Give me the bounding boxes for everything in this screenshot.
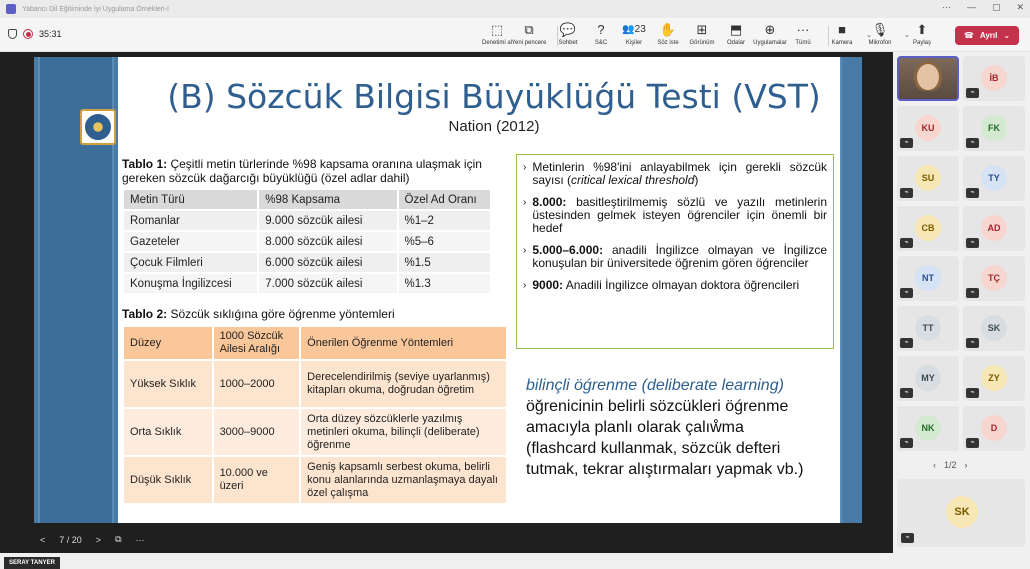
column-header: Özel Ad Oranı xyxy=(398,189,492,210)
slide-title: (B) Sözcük Bilgisi Büyüklüǵü Testi (VST) xyxy=(167,77,821,116)
avatar: KU xyxy=(915,115,941,141)
shield-icon xyxy=(8,29,17,39)
soz-icon: ✋ xyxy=(659,22,677,37)
toolbar-button-label: Paylaş xyxy=(912,40,931,46)
participant-tile[interactable] xyxy=(963,206,1025,251)
toolbar-button-label: Kamera xyxy=(831,40,853,46)
avatar: SU xyxy=(915,165,941,191)
gallery-pager xyxy=(933,460,968,470)
mic-off-icon: ⌁ xyxy=(966,238,979,248)
mic-off-icon: ⌁ xyxy=(966,388,979,398)
title-bar xyxy=(0,0,1030,18)
table-row xyxy=(123,360,507,408)
toolbar-button-label: Kişiler xyxy=(625,40,643,46)
next-slide-button[interactable]: > xyxy=(95,534,102,545)
presentation-slide xyxy=(34,57,862,523)
avatar: CB xyxy=(915,215,941,241)
participant-tile[interactable] xyxy=(897,106,959,151)
table-cell: 10.000 ve üzeri xyxy=(213,456,301,504)
participant-tile-large[interactable] xyxy=(897,479,1025,547)
bullet-text: Metinlerin %98'ini anlayabilmek için gerekli sözcük sayısı (critical lexical threshold) xyxy=(532,160,827,187)
university-logo-icon xyxy=(80,109,116,145)
kamera-icon: ■ xyxy=(838,22,846,37)
toolbar-button-sohbet[interactable] xyxy=(550,22,586,46)
slide-subtitle: Nation (2012) xyxy=(448,118,540,135)
toolbar-button-denetim[interactable] xyxy=(479,22,515,46)
meeting-timer: 35:31 xyxy=(39,29,62,39)
teams-icon xyxy=(6,4,16,14)
toolbar-divider xyxy=(557,26,558,46)
column-header: %98 Kapsama xyxy=(258,189,397,210)
toolbar-button-kisiler[interactable] xyxy=(616,22,652,46)
slide-navigation-bar xyxy=(0,526,893,553)
avatar: SK xyxy=(981,315,1007,341)
chevron-down-icon: ⌄ xyxy=(1003,31,1011,40)
participant-tile[interactable] xyxy=(897,256,959,301)
recording-icon xyxy=(23,29,33,39)
mic-off-icon: ⌁ xyxy=(900,138,913,148)
participant-tile[interactable] xyxy=(897,406,959,451)
toolbar-button-uyg[interactable] xyxy=(752,22,788,46)
avatar: SK xyxy=(946,496,978,528)
avatar: TT xyxy=(915,315,941,341)
participant-tile[interactable] xyxy=(897,306,959,351)
bullet-arrow-icon: › xyxy=(523,197,527,208)
table1-caption xyxy=(122,157,522,185)
toolbar-button-pencere[interactable] xyxy=(511,22,547,46)
more-icon[interactable]: ··· xyxy=(941,2,951,12)
slide-grid-icon[interactable]: ⧉ xyxy=(115,534,122,544)
bullet-text: 5.000–6.000: anadili İngilizce olmayan ve İngilizce konuşulan bir üniversitede öğrenim gören öǵrenciler xyxy=(532,243,827,270)
participant-tile[interactable] xyxy=(963,356,1025,401)
gallery-page-indicator: 1/2 xyxy=(944,460,957,470)
sc-icon: ? xyxy=(597,22,605,37)
toolbar-button-gorunum[interactable] xyxy=(684,22,720,46)
bullet-text: 9000: Anadili İngilizce olmayan doktora öğrencileri xyxy=(532,278,800,292)
column-header: 1000 Sözcük Ailesi Aralığı xyxy=(213,326,301,360)
pencere-icon: ⧉ xyxy=(524,22,534,37)
toolbar-button-label: Sohbet xyxy=(558,40,578,46)
mic-off-icon: ⌁ xyxy=(966,438,979,448)
uyg-icon: ⊕ xyxy=(764,22,776,37)
table-cell: Geniş kapsamlı serbest okuma, belirli konu alanlarında uzmanlaşmaya dayalı özel çalışma xyxy=(300,456,507,504)
avatar: FK xyxy=(981,115,1007,141)
mic-off-icon: ⌁ xyxy=(900,388,913,398)
gorunum-icon: ⊞ xyxy=(696,22,708,37)
window-controls xyxy=(942,2,1024,13)
window-title: Yabancı Dil Eğitiminde İyi Uygulama Örnekleri-I xyxy=(22,5,169,13)
participant-tile[interactable] xyxy=(963,56,1025,101)
mic-options-icon[interactable]: ⌄ xyxy=(904,32,910,39)
coverage-table xyxy=(122,188,492,295)
paylas-icon: ⬆ xyxy=(916,22,928,37)
toolbar-button-soz[interactable] xyxy=(650,22,686,46)
column-header: Önerilen Öğrenme Yöntemleri xyxy=(300,326,507,360)
mic-off-icon: ⌁ xyxy=(966,288,979,298)
avatar: MY xyxy=(915,365,941,391)
person-face xyxy=(917,64,939,90)
participant-tile[interactable] xyxy=(897,356,959,401)
table-row xyxy=(123,273,491,294)
toolbar-button-odalar[interactable] xyxy=(718,22,754,46)
table-cell: Orta düzey sözcüklerle yazılmış metinleri okuma, bilinçli (deliberate) öğrenme xyxy=(300,408,507,456)
phone-icon: ☎ xyxy=(963,31,974,40)
toolbar-button-tumu[interactable] xyxy=(785,22,821,46)
toolbar-button-kamera[interactable] xyxy=(824,22,860,46)
bullet-item xyxy=(523,279,827,292)
table-row xyxy=(123,408,507,456)
mic-off-icon: ⌁ xyxy=(966,338,979,348)
toolbar-button-label: Tümü xyxy=(795,40,811,46)
table-row xyxy=(123,252,491,273)
leave-button[interactable] xyxy=(955,26,1019,45)
minimize-icon[interactable]: — xyxy=(966,2,976,12)
bullet-item xyxy=(523,196,827,235)
table-cell: Konuşma İngilizcesi xyxy=(123,273,258,294)
presenter-name-tag: SERAY TANYER xyxy=(4,551,60,569)
participant-gallery xyxy=(893,52,1030,553)
mic-off-icon: ⌁ xyxy=(900,438,913,448)
table-row xyxy=(123,231,491,252)
bullet-item xyxy=(523,244,827,270)
slide-page-indicator: 7 / 20 xyxy=(59,534,82,545)
avatar: TÇ xyxy=(981,265,1007,291)
toolbar-button-label: S&C xyxy=(594,40,608,46)
table-cell: Yüksek Sıklık xyxy=(123,360,213,408)
close-icon[interactable]: ✕ xyxy=(1016,2,1024,12)
table-cell: %5–6 xyxy=(398,231,492,252)
tumu-icon: ··· xyxy=(796,22,810,37)
mic-off-icon: ⌁ xyxy=(901,533,914,543)
participant-tile[interactable] xyxy=(963,306,1025,351)
table-row xyxy=(123,210,491,231)
participant-tile[interactable] xyxy=(897,156,959,201)
maximize-icon[interactable]: ▢ xyxy=(991,2,1001,12)
odalar-icon: ⬒ xyxy=(729,22,743,37)
avatar: NK xyxy=(915,415,941,441)
table2-caption: Tablo 2: Sözcük sıklıǵına göre öǵrenme yöntemleri xyxy=(122,307,395,321)
participant-tile[interactable] xyxy=(963,256,1025,301)
table-cell: 3000–9000 xyxy=(213,408,301,456)
avatar: TY xyxy=(981,165,1007,191)
frequency-methods-table xyxy=(122,325,508,505)
table-cell: %1.5 xyxy=(398,252,492,273)
column-header: Düzey xyxy=(123,326,213,360)
avatar: D xyxy=(981,415,1007,441)
table-cell: Gazeteler xyxy=(123,231,258,252)
toolbar-button-sc[interactable] xyxy=(583,22,619,46)
table-cell: 8.000 sözcük ailesi xyxy=(258,231,397,252)
bullet-arrow-icon: › xyxy=(523,162,527,173)
table-cell: 1000–2000 xyxy=(213,360,301,408)
table1-caption-label: Tablo 1: xyxy=(122,157,168,171)
participant-tile[interactable] xyxy=(897,206,959,251)
mic-off-icon: ⌁ xyxy=(966,138,979,148)
table-cell: Romanlar xyxy=(123,210,258,231)
toolbar-divider xyxy=(828,26,829,46)
participant-tile[interactable] xyxy=(963,106,1025,151)
mic-off-icon: ⌁ xyxy=(966,188,979,198)
mic-off-icon: ⌁ xyxy=(966,88,979,98)
toolbar-button-label: Söz iste xyxy=(657,40,679,46)
bullet-arrow-icon: › xyxy=(523,245,527,256)
mikrofon-icon: 🎙 xyxy=(871,22,889,37)
mic-off-icon: ⌁ xyxy=(900,288,913,298)
table-cell: %1.3 xyxy=(398,273,492,294)
bullet-item xyxy=(523,161,827,187)
avatar: AD xyxy=(981,215,1007,241)
toolbar-button-label: Denetimi al xyxy=(481,40,512,46)
toolbar-button-label: Görünüm xyxy=(689,40,715,46)
participant-tile-video[interactable] xyxy=(897,56,959,101)
previous-slide-button[interactable]: < xyxy=(40,534,46,545)
mic-off-icon: ⌁ xyxy=(900,238,913,248)
table-row xyxy=(123,456,507,504)
bullet-arrow-icon: › xyxy=(523,280,527,291)
slide-right-band xyxy=(840,57,862,523)
gallery-prev-icon[interactable]: ‹ xyxy=(933,460,936,470)
participant-tile[interactable] xyxy=(963,156,1025,201)
table-cell: 6.000 sözcük ailesi xyxy=(258,252,397,273)
denetim-icon: ⬚ xyxy=(490,22,504,37)
column-header: Metin Türü xyxy=(123,189,258,210)
toolbar-button-label: Mikrofon xyxy=(868,40,892,46)
avatar: ZY xyxy=(981,365,1007,391)
toolbar-button-label: Odalar xyxy=(726,40,745,46)
table-cell: %1–2 xyxy=(398,210,492,231)
table-cell: Orta Sıklık xyxy=(123,408,213,456)
table-cell: Çocuk Filmleri xyxy=(123,252,258,273)
bullet-text: 8.000: basitleştirilmemiş sözlü ve yazılı metinlerin üstesinden gelmek isteyen öǵrenciler için önemli bir hedef xyxy=(532,195,827,235)
table-header-row xyxy=(123,189,491,210)
table1-caption-text: Çeşitli metin türlerinde %98 kapsama oranına ulaşmak için gereken sözcük dağarcığı büyüklüğü (özel adlar dahil) xyxy=(122,157,482,185)
table-cell: Düşük Sıklık xyxy=(123,456,213,504)
camera-options-icon[interactable]: ⌄ xyxy=(866,32,872,39)
more-options-icon[interactable]: ··· xyxy=(135,534,145,545)
avatar: NT xyxy=(915,265,941,291)
meeting-toolbar xyxy=(0,18,1030,52)
meeting-status xyxy=(8,29,62,39)
table-cell: Derecelendirilmiş (seviye uyarlanmış) kitapları okuma, doğrudan öğretim xyxy=(300,360,507,408)
kisiler-icon: 👥23 xyxy=(622,24,646,35)
leave-label: Ayrıl xyxy=(979,31,998,40)
table-cell: 7.000 sözcük ailesi xyxy=(258,273,397,294)
toolbar-button-label: Uygulamalar xyxy=(753,40,787,46)
table-header-row xyxy=(123,326,507,360)
sohbet-icon: 💬 xyxy=(559,22,577,37)
threshold-bullets-box xyxy=(516,154,834,349)
avatar: İB xyxy=(981,65,1007,91)
mic-off-icon: ⌁ xyxy=(900,188,913,198)
mic-off-icon: ⌁ xyxy=(900,338,913,348)
gallery-next-icon[interactable]: › xyxy=(964,460,968,470)
participant-tile[interactable] xyxy=(963,406,1025,451)
toolbar-button-label: Yeni pencere xyxy=(511,40,547,46)
deliberate-learning-text: bilinçli öǵrenme (deliberate learning) öğrenicinin belirli sözcükleri öǵrenme amacıyla planlı olarak çalıẘma (flashcard kullanmak, sözcük defteri tutmak, tekrar alıştırmaları yapmak vb.) xyxy=(526,377,804,478)
table-cell: 9.000 sözcük ailesi xyxy=(258,210,397,231)
